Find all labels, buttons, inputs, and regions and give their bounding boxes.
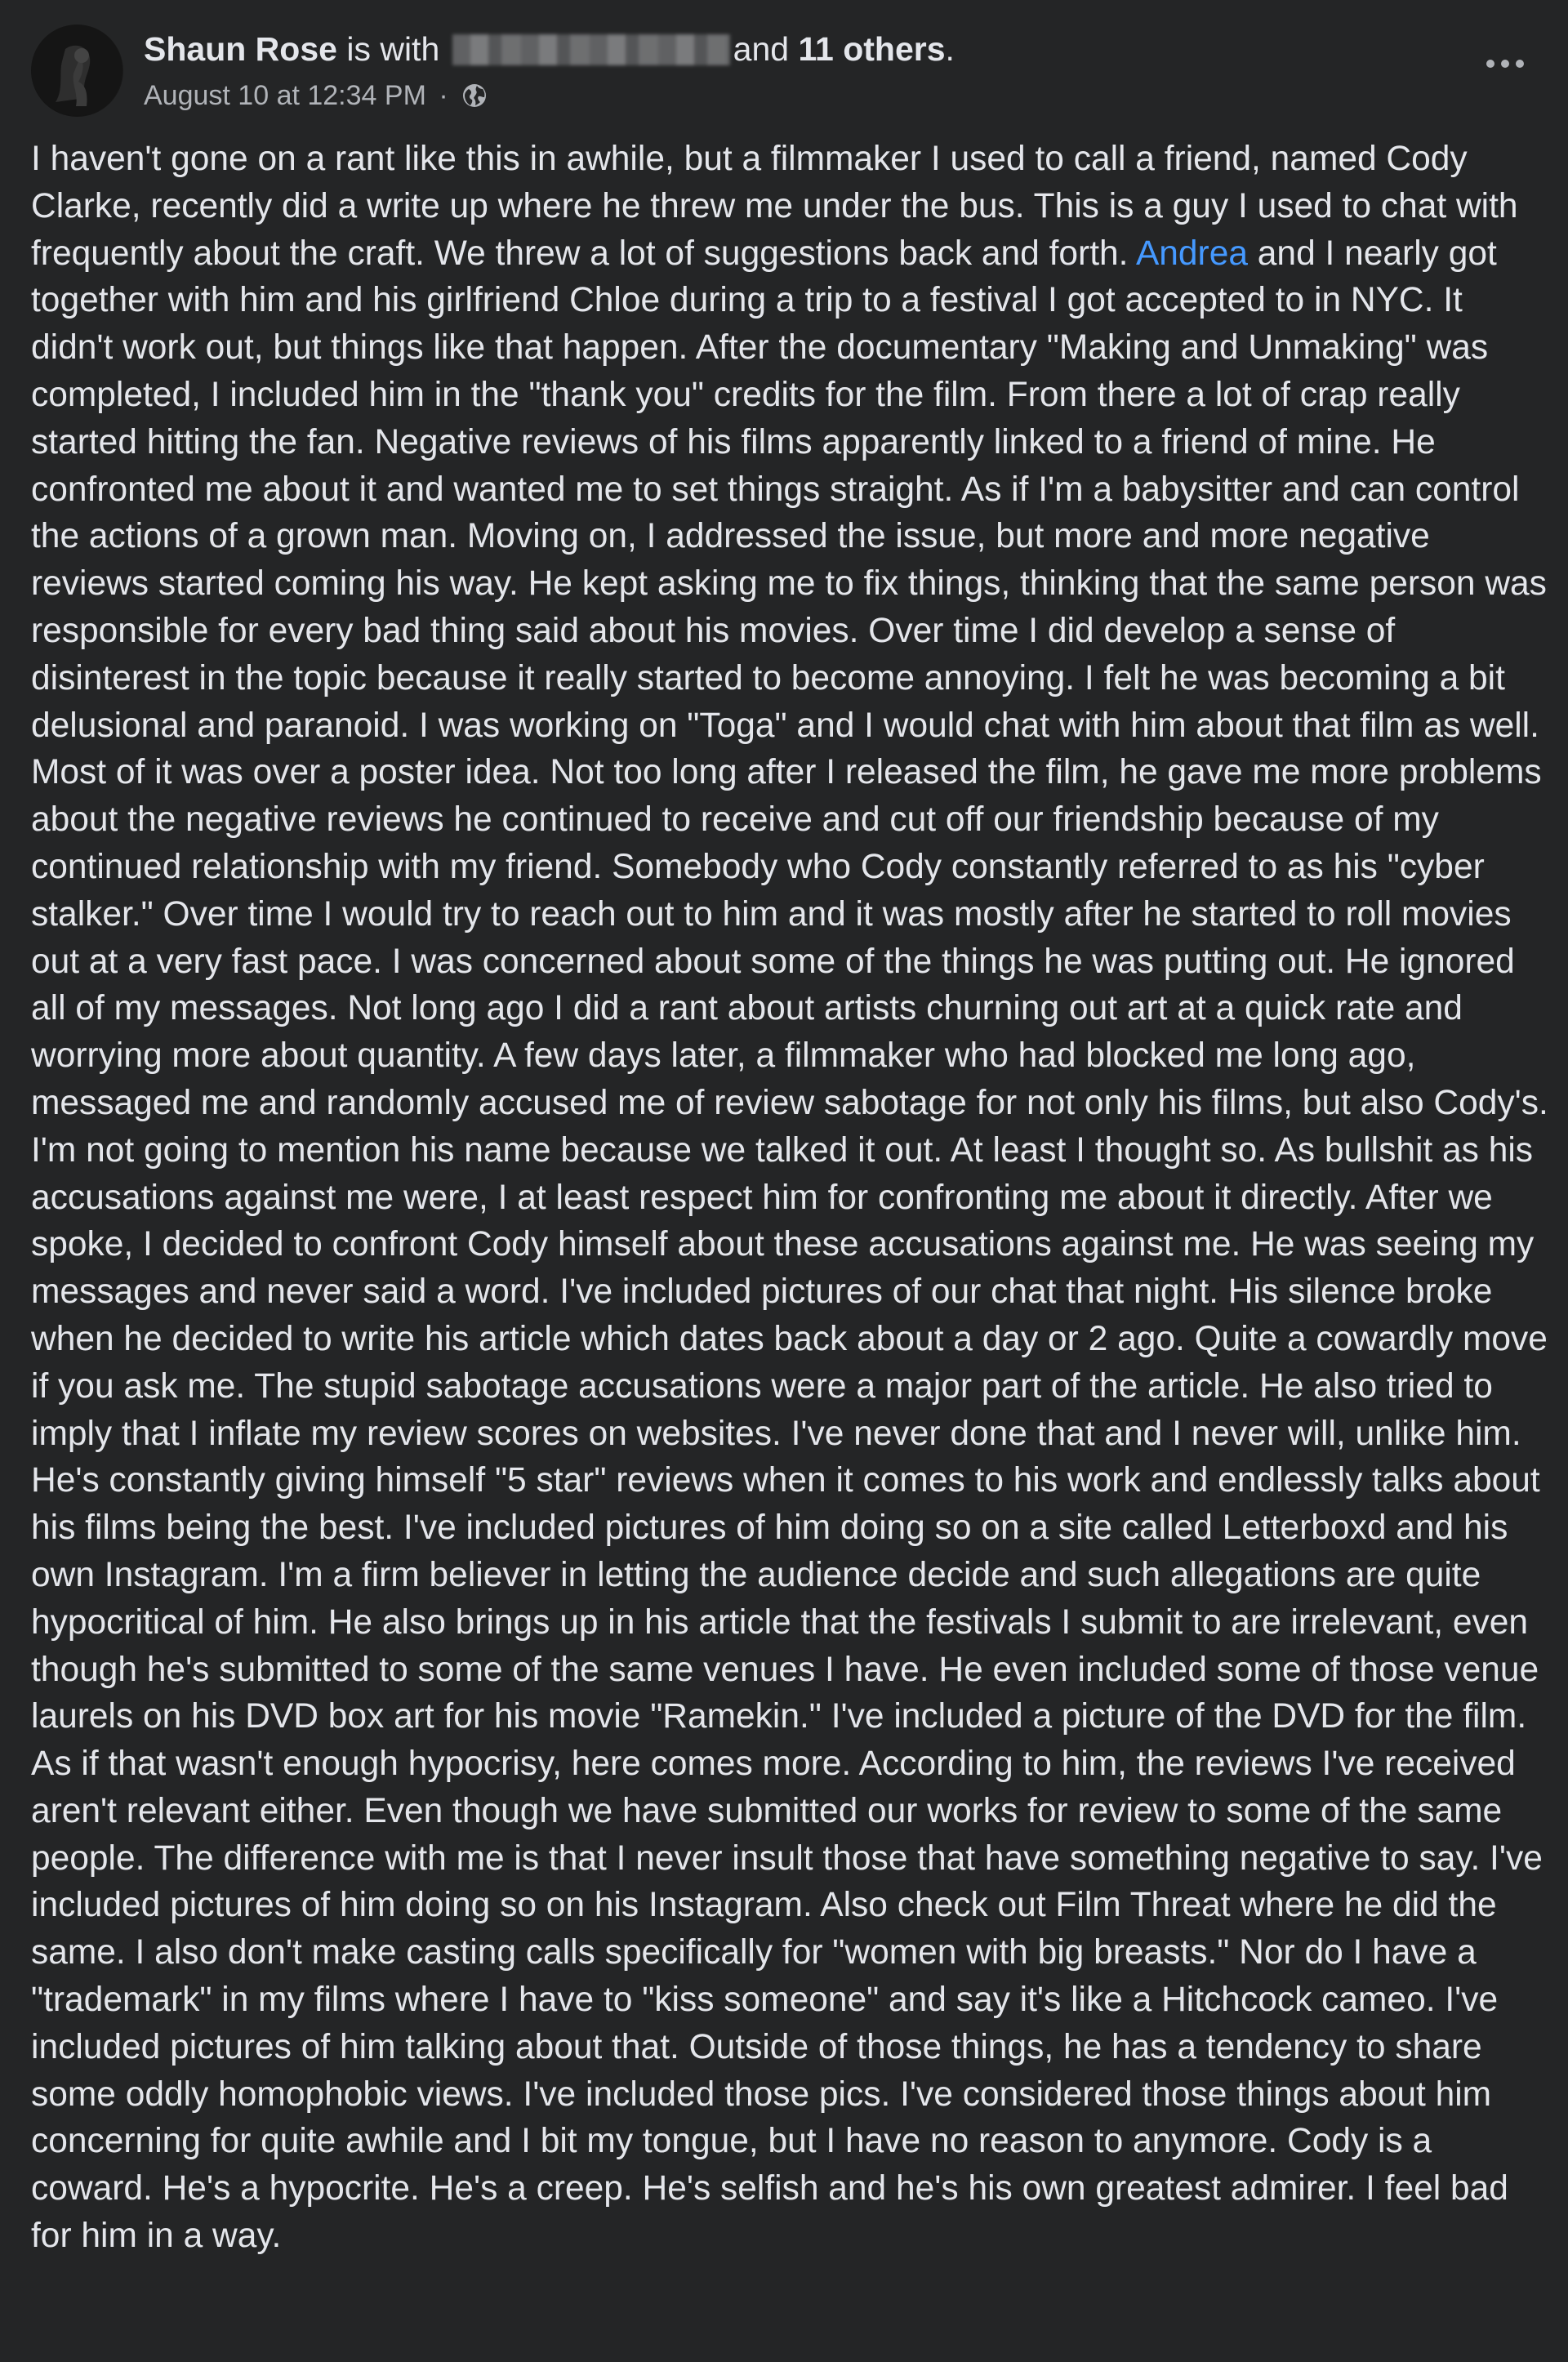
avatar-image <box>31 25 123 117</box>
post-body <box>31 136 1550 2260</box>
post-text-part-1: I haven't gone on a rant like this in awhile, but a filmmaker I used to call a friend, named Cody Clarke, recently did a write up where he threw me under the bus. This is a guy I used to chat with frequently about the craft. We threw a lot of suggestions back and forth. <box>31 140 1518 273</box>
post-timestamp[interactable]: August 10 at 12:34 PM <box>144 80 426 111</box>
globe-icon <box>461 82 488 109</box>
meta-separator: · <box>439 80 448 111</box>
post-text-part-2: and I nearly got together with him and his girlfriend Chloe during a trip to a festival I got accepted to in NYC. It didn't work out, but things like that happen. After the documentary "Making and Unmaking" was completed, I included him in the "thank you" credits for the film. From there a lot of crap really started hitting the fan. Negative reviews of his films apparently linked to a friend of mine. He confronted me about it and wanted me to set things straight. As if I'm a babysitter and can control the actions of a grown man. Moving on, I addressed the issue, but more and more negative reviews started coming his way. He kept asking me to fix things, thinking that the same person was responsible for every bad thing said about his movies. Over time I did develop a sense of disinterest in the topic because it really started to become annoying. I felt he was becoming a bit delusional and paranoid. I was working on "Toga" and I would chat with him about that film as well. Most of it was over a poster idea. Not too long after I released the film, he gave me more problems about the negative reviews he continued to receive and cut off our friendship because of my continued relationship with my friend. Somebody who Cody constantly referred to as his "cyber stalker." Over time I would try to reach out to him and it was mostly after he started to roll movies out at a very fast pace. I was concerned about some of the things he was putting out. He ignored all of my messages. Not long ago I did a rant about artists churning out art at a quick rate and worrying more about quantity. A few days later, a filmmaker who had blocked me long ago, messaged me and randomly accused me of review sabotage for not only his films, but also Cody's. I'm not going to mention his name because we talked it out. At least I thought so. As bullshit as his accusations against me were, I at least respect him for confronting me about it directly. After we spoke, I decided to confront Cody himself about these accusations against me. He was seeing my messages and never said a word. I've included pictures of our chat that night. His silence broke when he decided to write his article which dates back about a day or 2 ago. Quite a cowardly move if you ask me. The stupid sabotage accusations were a major part of the article. He also tried to imply that I inflate my review scores on websites. I've never done that and I never will, unlike him. He's constantly giving himself "5 star" reviews when it comes to his work and endlessly talks about his films being the best. I've included pictures of him doing so on a site called Letterboxd and his own Instagram. I'm a firm believer in letting the audience decide and such allegations are quite hypocritical of him. He also brings up in his article that the festivals I submit to are irrelevant, even though he's submitted to some of the same venues I have. He even included some of those venue laurels on his DVD box art for his movie "Ramekin." I've included a picture of the DVD for the film. As if that wasn't enough hypocrisy, here comes more. According to him, the reviews I've received aren't relevant either. Even though we have submitted our works for review to some of the same people. The difference with me is that I never insult those that have something negative to say. I've included pictures of him doing so on his Instagram. Also check out Film Threat where he did the same. I also don't make casting calls specifically for "women with big breasts." Nor do I have a "trademark" in my films where I have to "kiss someone" and say it's like a Hitchcock cameo. I've included pictures of him talking about that. Outside of those things, he has a tendency to share some oddly homophobic views. I've included those pics. I've considered those things about him concerning for quite awhile and I bit my tongue, but I have no reason to anymore. Cody is a coward. He's a hypocrite. He's a creep. He's selfish and he's his own greatest admirer. I feel bad for him in a way. <box>31 234 1548 2256</box>
with-text: is with <box>346 30 440 68</box>
and-text: and <box>733 30 790 68</box>
mention-andrea[interactable]: Andrea <box>1135 234 1248 273</box>
others-link[interactable]: 11 others <box>798 30 946 68</box>
more-options-icon <box>1486 60 1494 68</box>
author-line <box>144 26 955 72</box>
redacted-tagged-names <box>452 34 730 65</box>
header-text <box>144 26 955 114</box>
period: . <box>945 30 955 68</box>
author-name[interactable]: Shaun Rose <box>144 30 337 68</box>
more-options-button[interactable] <box>1477 47 1534 80</box>
more-options-icon-dot <box>1501 60 1509 68</box>
more-options-icon-dot <box>1516 60 1524 68</box>
post-meta <box>144 77 955 114</box>
post-header <box>31 25 1544 118</box>
avatar[interactable] <box>31 25 123 117</box>
